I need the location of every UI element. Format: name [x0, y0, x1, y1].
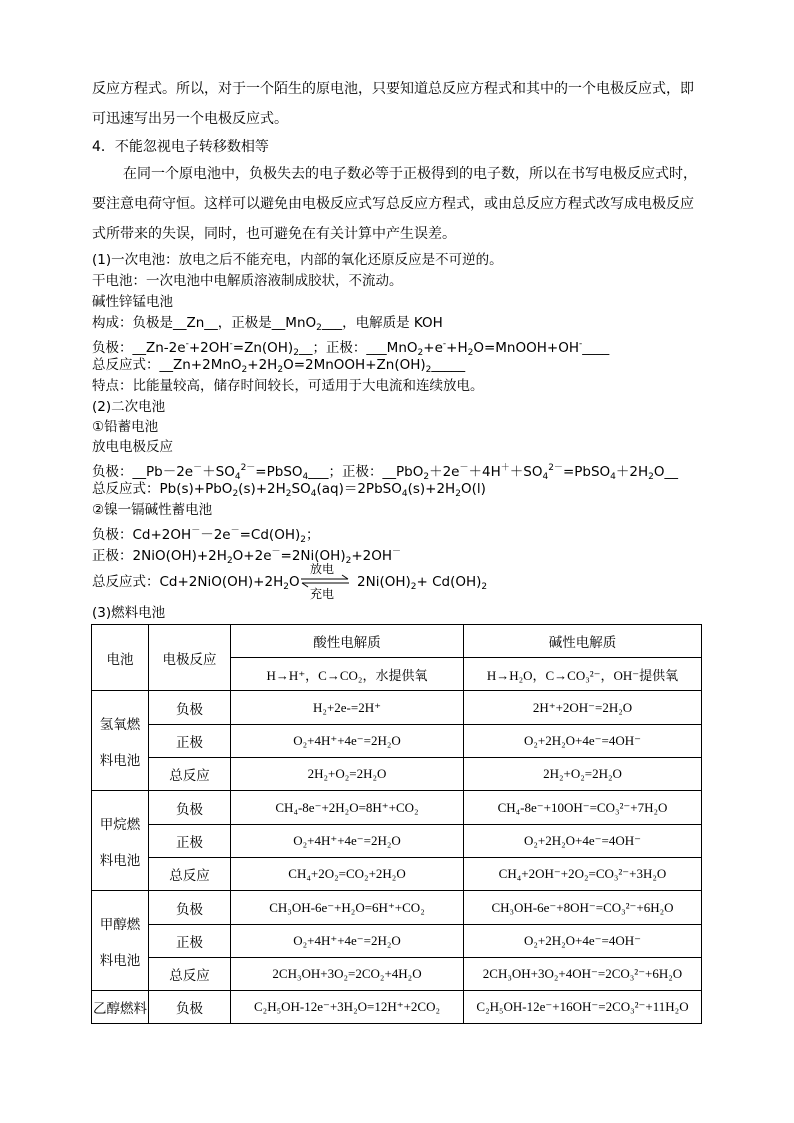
subscript: 2 [293, 348, 299, 358]
lead-acid-total-line [92, 480, 486, 503]
subscript: 2 [481, 582, 488, 592]
battery-name-line: 甲醇燃 [99, 916, 141, 933]
secondary-battery-heading: (2)二次电池 [92, 399, 166, 415]
subscript: 2 [300, 535, 306, 545]
header-acid-note: H→H⁺，C→CO₂，水提供氧 [231, 658, 464, 691]
text-segment: 总反应式：__Zn+2MnO [92, 357, 242, 373]
total-reaction-line [92, 356, 465, 379]
nicd-total-line-right [357, 573, 487, 596]
subscript: 2 [283, 582, 289, 592]
paragraph-line: 反应方程式。所以，对于一个陌生的原电池，只要知道总反应方程式和其中的一个电极反应式，即 [92, 81, 694, 97]
text-segment: _____ [431, 357, 466, 373]
battery-name-line: 料电池 [99, 952, 141, 969]
subscript: 2 [241, 365, 248, 375]
nicd-total-line-left [92, 573, 300, 596]
superscript: － [271, 547, 281, 557]
text-segment: ； [305, 527, 320, 543]
battery-name-line: 氢氧燃 [99, 716, 141, 733]
text-segment: 负极：__Pb－2e [92, 464, 194, 480]
acid-reaction-cell: CH₃OH-6e⁻+H₂O=6H⁺+CO₂ [231, 891, 464, 925]
text-segment: =Zn(OH) [232, 340, 294, 356]
text-segment: =PbSO [562, 464, 611, 480]
text-segment: (s)+2H [238, 481, 286, 497]
subscript: 2 [455, 489, 461, 499]
text-segment: 负极：__Zn-2e [92, 340, 186, 356]
base-reaction-cell: O₂+2H₂O+4e⁻=4OH⁻ [464, 725, 702, 758]
electrode-cell: 总反应 [149, 858, 231, 891]
header-electrode: 电极反应 [149, 625, 231, 691]
text-segment: ＋4H [468, 464, 501, 480]
subscript: 2 [410, 582, 417, 592]
arrow-label-discharge: 放电 [310, 562, 335, 576]
lead-acid-heading: ①铅蓄电池 [92, 419, 159, 435]
acid-reaction-cell: 2H₂+O₂=2H₂O [231, 758, 464, 791]
fuel-cell-heading: (3)燃料电池 [92, 605, 166, 621]
electrode-cell: 正极 [149, 725, 231, 758]
alkaline-zinc-manganese-heading: 碱性锌锰电池 [92, 294, 173, 310]
subscript: 2 [423, 472, 430, 482]
subscript: 4 [401, 489, 408, 499]
dry-cell-definition: 干电池：一次电池中电解质溶液制成胶状，不流动。 [92, 273, 403, 289]
paragraph-line: 在同一个原电池中，负极失去的电子数必等于正极得到的电子数，所以在书写电极反应式时， [123, 166, 697, 182]
text-segment: O=MnOOH+OH [473, 340, 579, 356]
subscript: 2 [648, 472, 654, 482]
battery-name-cell [92, 791, 149, 891]
primary-battery-definition: (1)一次电池：放电之后不能充电，内部的氧化还原反应是不可逆的。 [92, 252, 503, 268]
base-reaction-cell: CH₃OH-6e⁻+8OH⁻=CO₃²⁻+6H₂O [464, 891, 702, 925]
acid-reaction-cell: O₂+4H⁺+4e⁻=2H₂O [231, 725, 464, 758]
acid-reaction-cell: H₂+2e-=2H⁺ [231, 691, 464, 725]
text-segment: +e [423, 340, 443, 356]
text-segment: －2e [200, 527, 231, 543]
text-segment: +2H [247, 357, 278, 373]
base-reaction-cell: O₂+2H₂O+4e⁻=4OH⁻ [464, 925, 702, 958]
subscript: 2 [226, 556, 233, 566]
text-segment: (aq)＝2PbSO [316, 481, 402, 497]
subscript: 2 [232, 489, 239, 499]
text-segment: 构成：负极是__Zn__，正极是__MnO [92, 315, 317, 331]
subscript: 4 [542, 472, 549, 482]
text-segment: =PbSO [255, 464, 303, 480]
superscript: 2－ [240, 463, 256, 473]
text-segment: 总反应式：Pb(s)+PbO [92, 481, 233, 497]
nickel-cadmium-heading: ②镍一镉碱性蓄电池 [92, 502, 213, 518]
subscript: 2 [277, 365, 284, 375]
subscript: 4 [310, 489, 317, 499]
paragraph-line: 可迅速写出另一个电极反应式。 [92, 111, 288, 127]
superscript: - [229, 339, 233, 349]
battery-name-cell [92, 691, 149, 791]
text-segment: O [288, 574, 300, 590]
text-segment: =Cd(OH) [239, 527, 301, 543]
text-segment: ____ [582, 340, 610, 356]
acid-reaction-cell: CH₄-8e⁻+2H₂O=8H⁺+CO₂ [231, 791, 464, 825]
text-segment: 2Ni(OH) [357, 574, 411, 590]
acid-reaction-cell: 2CH₃OH+3O₂=2CO₂+4H₂O [231, 958, 464, 991]
subscript: 4 [234, 472, 241, 482]
electrode-cell: 正极 [149, 925, 231, 958]
text-segment: (s)+2H [407, 481, 456, 497]
subscript: 4 [302, 472, 309, 482]
base-reaction-cell: CH₄-8e⁻+10OH⁻=CO₃²⁻+7H₂O [464, 791, 702, 825]
superscript: － [392, 547, 402, 557]
superscript: ＋ [500, 463, 510, 473]
text-segment: O=2MnOOH+Zn(OH) [283, 357, 426, 373]
subscript: 2 [345, 556, 352, 566]
text-segment: O__ [653, 464, 679, 480]
section-heading: 4．不能忽视电子转移数相等 [92, 139, 269, 155]
text-segment: ＋SO [509, 464, 543, 480]
electrode-cell: 总反应 [149, 958, 231, 991]
header-acid: 酸性电解质 [231, 625, 464, 658]
paragraph-line: 式所带来的失误，同时，也可避免在有关计算中产生误差。 [92, 226, 456, 242]
electrode-cell: 正极 [149, 825, 231, 858]
text-segment: ＋SO [202, 464, 235, 480]
text-segment: ＋2e [429, 464, 460, 480]
electrode-cell: 负极 [149, 991, 231, 1024]
superscript: － [459, 463, 469, 473]
subscript: 2 [316, 323, 322, 333]
superscript: － [230, 526, 240, 536]
superscript: - [185, 339, 189, 349]
acid-reaction-cell: CH₄+2O₂=CO₂+2H₂O [231, 858, 464, 891]
superscript: - [442, 339, 447, 349]
electrode-cell: 负极 [149, 791, 231, 825]
paragraph-line: 要注意电荷守恒。这样可以避免由电极反应式写总反应方程式，或由总反应方程式改写成电极反应 [92, 196, 694, 212]
subscript: 2 [467, 348, 474, 358]
features-line: 特点：比能量较高，储存时间较长，可适用于大电流和连续放电。 [92, 378, 484, 394]
acid-reaction-cell: O₂+4H⁺+4e⁻=2H₂O [231, 825, 464, 858]
header-base: 碱性电解质 [464, 625, 702, 658]
battery-name-line: 甲烷燃 [99, 816, 141, 833]
battery-name-line: 料电池 [99, 752, 141, 769]
text-segment: ＋2H [615, 464, 649, 480]
base-reaction-cell: 2H⁺+2OH⁻=2H₂O [464, 691, 702, 725]
superscript: 2－ [548, 463, 563, 473]
acid-reaction-cell: O₂+4H⁺+4e⁻=2H₂O [231, 925, 464, 958]
text-segment: +2OH [351, 548, 393, 564]
battery-name-cell: 乙醇燃料 [92, 991, 149, 1024]
acid-reaction-cell: C₂H₅OH-12e⁻+3H₂O=12H⁺+2CO₂ [231, 991, 464, 1024]
text-segment: 总反应式：Cd+2NiO(OH)+2H [92, 574, 284, 590]
text-segment: 正极：2NiO(OH)+2H [92, 548, 227, 564]
base-reaction-cell: 2CH₃OH+3O₂+4OH⁻=2CO₃²⁻+6H₂O [464, 958, 702, 991]
superscript: - [578, 339, 583, 349]
text-segment: + Cd(OH) [416, 574, 482, 590]
superscript: － [193, 463, 203, 473]
subscript: 4 [610, 472, 616, 482]
text-segment: __；正极：___MnO [298, 340, 418, 356]
base-reaction-cell: O₂+2H₂O+4e⁻=4OH⁻ [464, 825, 702, 858]
subscript: 2 [285, 489, 292, 499]
electrode-cell: 负极 [149, 691, 231, 725]
discharge-reaction-heading: 放电电极反应 [92, 439, 173, 455]
electrode-cell: 负极 [149, 891, 231, 925]
electrode-cell: 总反应 [149, 758, 231, 791]
superscript: － [191, 526, 201, 536]
nicd-positive-line [92, 543, 401, 570]
arrow-label-charge: 充电 [310, 587, 335, 601]
base-reaction-cell: CH₄+2OH⁻+2O₂=CO₃²⁻+3H₂O [464, 858, 702, 891]
text-segment: ___，电解质是 KOH [321, 315, 443, 331]
battery-name-cell [92, 891, 149, 991]
base-reaction-cell: C₂H₅OH-12e⁻+16OH⁻=2CO₃²⁻+11H₂O [464, 991, 702, 1024]
text-segment: SO [291, 481, 311, 497]
text-segment: O+2e [232, 548, 272, 564]
text-segment: =2Ni(OH) [280, 548, 346, 564]
text-segment: ___；正极：__PbO [308, 464, 424, 480]
text-segment: +2OH [188, 340, 230, 356]
battery-name-line: 料电池 [99, 852, 141, 869]
text-segment: 负极：Cd+2OH [92, 527, 192, 543]
composition-line [92, 314, 443, 337]
base-reaction-cell: 2H₂+O₂=2H₂O [464, 758, 702, 791]
subscript: 2 [425, 365, 432, 375]
header-battery: 电池 [92, 625, 149, 691]
fuel-cell-table [91, 624, 702, 1024]
text-segment: +H [446, 340, 468, 356]
header-base-note: H→H₂O，C→CO₃²⁻，OH⁻提供氧 [464, 658, 702, 691]
subscript: 2 [417, 348, 424, 358]
text-segment: O(l) [460, 481, 486, 497]
